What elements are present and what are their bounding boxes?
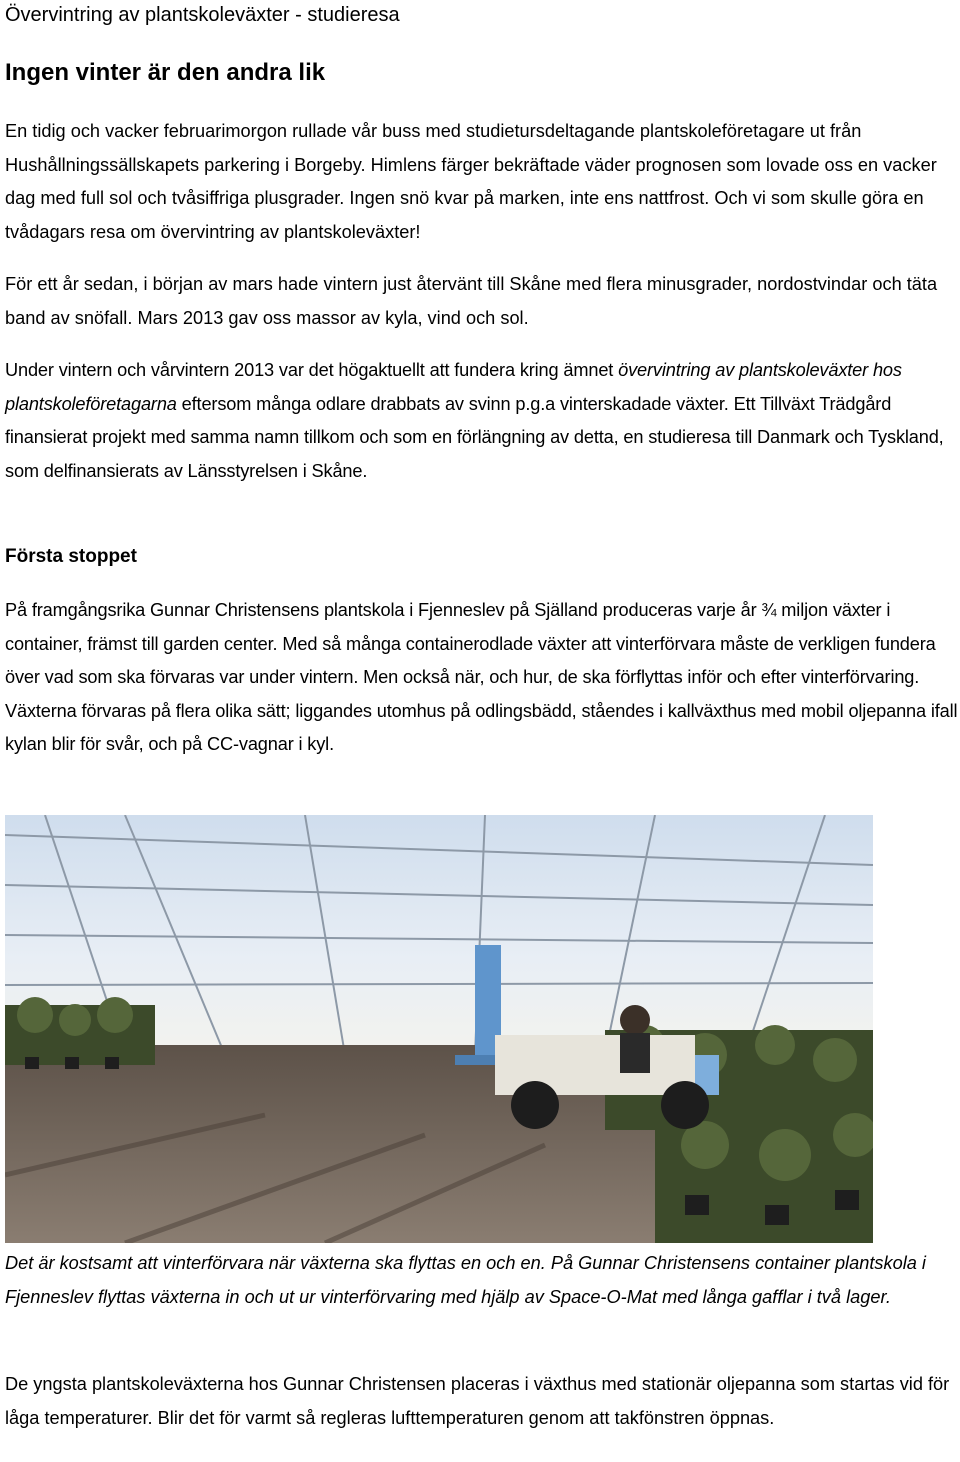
intro-paragraph: En tidig och vacker februarimorgon rullade vår buss med studietursdeltagande plantskoleföretagare ut från Hushållningssällskapets parkering i Borgeby. Himlens färger bekräftade väder prognosen som lovade oss en vacker dag med full sol och tvåsiffriga plusgrader. Ingen snö kvar på marken, inte ens nattfrost. Och vi som skulle göra en tvådagars resa om övervintring av plantskoleväxter!	[5, 121, 937, 242]
paragraph-project-end: eftersom många odlare drabbats av svinn p.g.a vinterskadade växter. Ett Tillväxt Trädgård finansierat projekt med samma namn tillkom och som en förlängning av detta, en studieresa till Danmark och Tyskland, som delfinansierats av Länsstyrelsen i Skåne.	[5, 393, 944, 481]
final-paragraph: De yngsta plantskoleväxterna hos Gunnar Christensen placeras i växthus med stationär oljepanna som startas vid för låga temperaturer. Blir det för varmt så regleras lufttemperaturen genom att takfönstren öppnas.	[5, 1374, 950, 1428]
paragraph-last-year: För ett år sedan, i början av mars hade vintern just återvänt till Skåne med flera minusgrader, nordostvindar och täta band av snöfall. Mars 2013 gav oss massor av kyla, vind och sol.	[5, 274, 938, 328]
document-header: Övervintring av plantskoleväxter - studieresa	[5, 4, 400, 26]
greenhouse-illustration	[5, 815, 873, 1243]
paragraph-project-start: Under vintern och vårvintern 2013 var det högaktuellt att fundera kring ämnet	[5, 360, 619, 380]
paragraph-project	[5, 354, 960, 488]
paragraph-project-emphasis: övervintring av plantskoleväxter hos plantskoleföretagarna	[5, 360, 902, 414]
greenhouse-forklift-photo	[5, 815, 873, 1243]
photo-caption: Det är kostsamt att vinterförvara när växterna ska flyttas en och en. På Gunnar Christensens container plantskola i Fjenneslev flyttas växterna in och ut ur vinterförvaring med hjälp av Space-O-Mat med långa gafflar i två lager.	[5, 1253, 926, 1307]
article-title: Ingen vinter är den andra lik	[5, 59, 326, 86]
section-heading: Första stoppet	[5, 546, 137, 567]
section-paragraph: På framgångsrika Gunnar Christensens plantskola i Fjenneslev på Själland produceras varje år ¾ miljon växter i container, främst till garden center. Med så många containerodlade växter att vinterförvara måste de verkligen fundera över vad som ska förvaras var under vintern. Men också när, och hur, de ska förflyttas inför och efter vinterförvaring. Växterna förvaras på flera olika sätt; liggandes utomhus på odlingsbädd, ståendes i kallväxthus med mobil oljepanna ifall kylan blir för svår, och på CC-vagnar i kyl.	[5, 600, 958, 754]
